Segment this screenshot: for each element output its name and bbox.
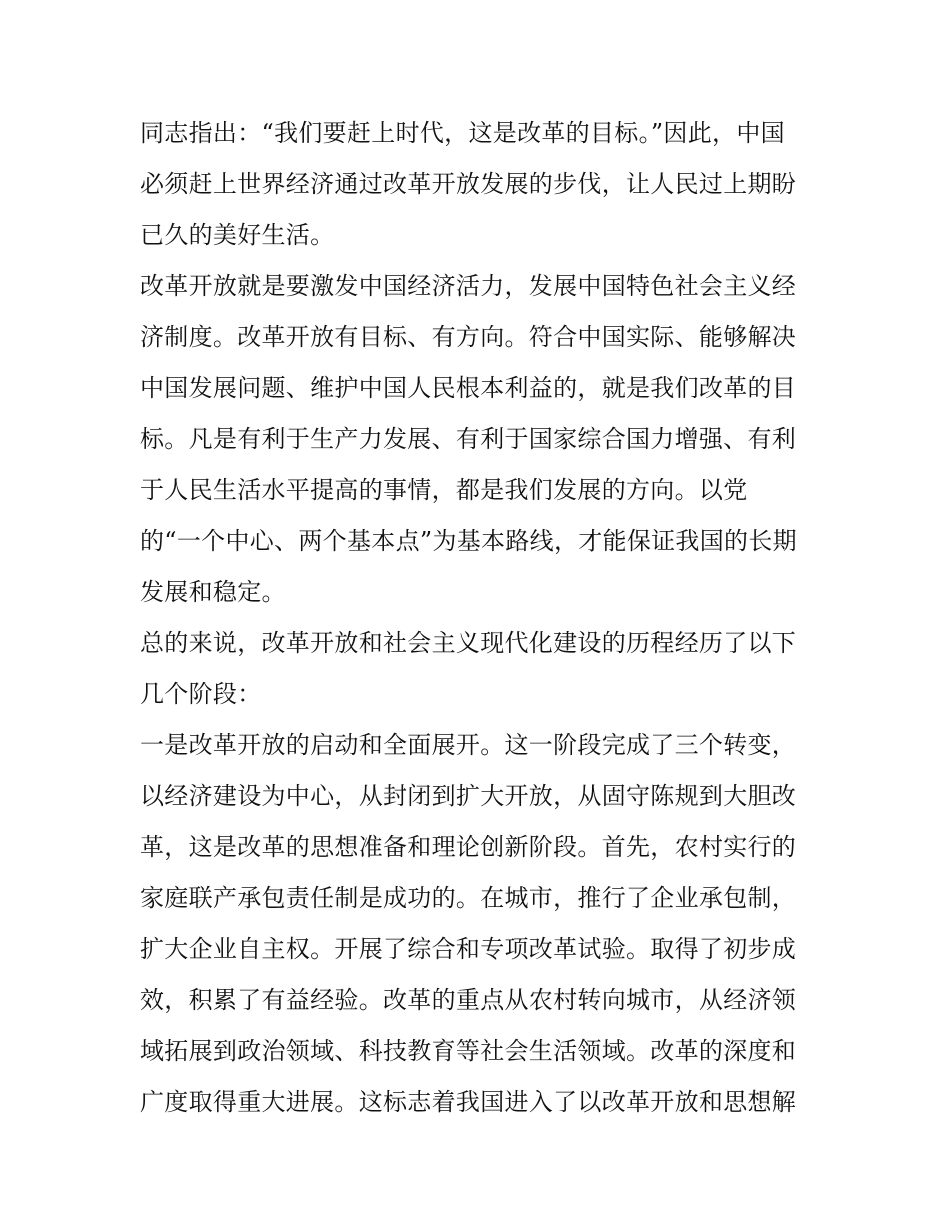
- text-line: 几个阶段：: [140, 680, 262, 708]
- text-line: 家庭联产承包责任制是成功的。在城市，推行了企业承包制，: [140, 884, 797, 912]
- text-line: 广度取得重大进展。这标志着我国进入了以改革开放和思想解: [140, 1088, 797, 1116]
- text-line: 以经济建设为中心，从封闭到扩大开放，从固守陈规到大胆改: [140, 782, 797, 810]
- text-line: 必须赶上世界经济通过改革开放发展的步伐，让人民过上期盼: [140, 170, 797, 198]
- text-line: 革，这是改革的思想准备和理论创新阶段。首先，农村实行的: [140, 833, 797, 861]
- text-line: 已久的美好生活。: [140, 221, 335, 249]
- text-line: 一是改革开放的启动和全面展开。这一阶段完成了三个转变，: [140, 731, 797, 759]
- document-body: [140, 108, 815, 1128]
- text-line: 扩大企业自主权。开展了综合和专项改革试验。取得了初步成: [140, 935, 797, 963]
- text-line: 中国发展问题、维护中国人民根本利益的，就是我们改革的目: [140, 374, 797, 402]
- text-line: 改革开放就是要激发中国经济活力，发展中国特色社会主义经: [140, 272, 797, 300]
- text-line: 总的来说，改革开放和社会主义现代化建设的历程经历了以下: [140, 629, 797, 657]
- text-line: 效，积累了有益经验。改革的重点从农村转向城市，从经济领: [140, 986, 797, 1014]
- text-line: 域拓展到政治领域、科技教育等社会生活领域。改革的深度和: [140, 1037, 797, 1065]
- text-line: 发展和稳定。: [140, 578, 286, 606]
- text-line: 的“一个中心、两个基本点”为基本路线，才能保证我国的长期: [140, 527, 797, 555]
- text-line: 同志指出：“我们要赶上时代，这是改革的目标。”因此，中国: [140, 119, 785, 147]
- text-line: 于人民生活水平提高的事情，都是我们发展的方向。以党: [140, 476, 748, 504]
- text-line: 标。凡是有利于生产力发展、有利于国家综合国力增强、有利: [140, 425, 797, 453]
- text-line: 济制度。改革开放有目标、有方向。符合中国实际、能够解决: [140, 323, 797, 351]
